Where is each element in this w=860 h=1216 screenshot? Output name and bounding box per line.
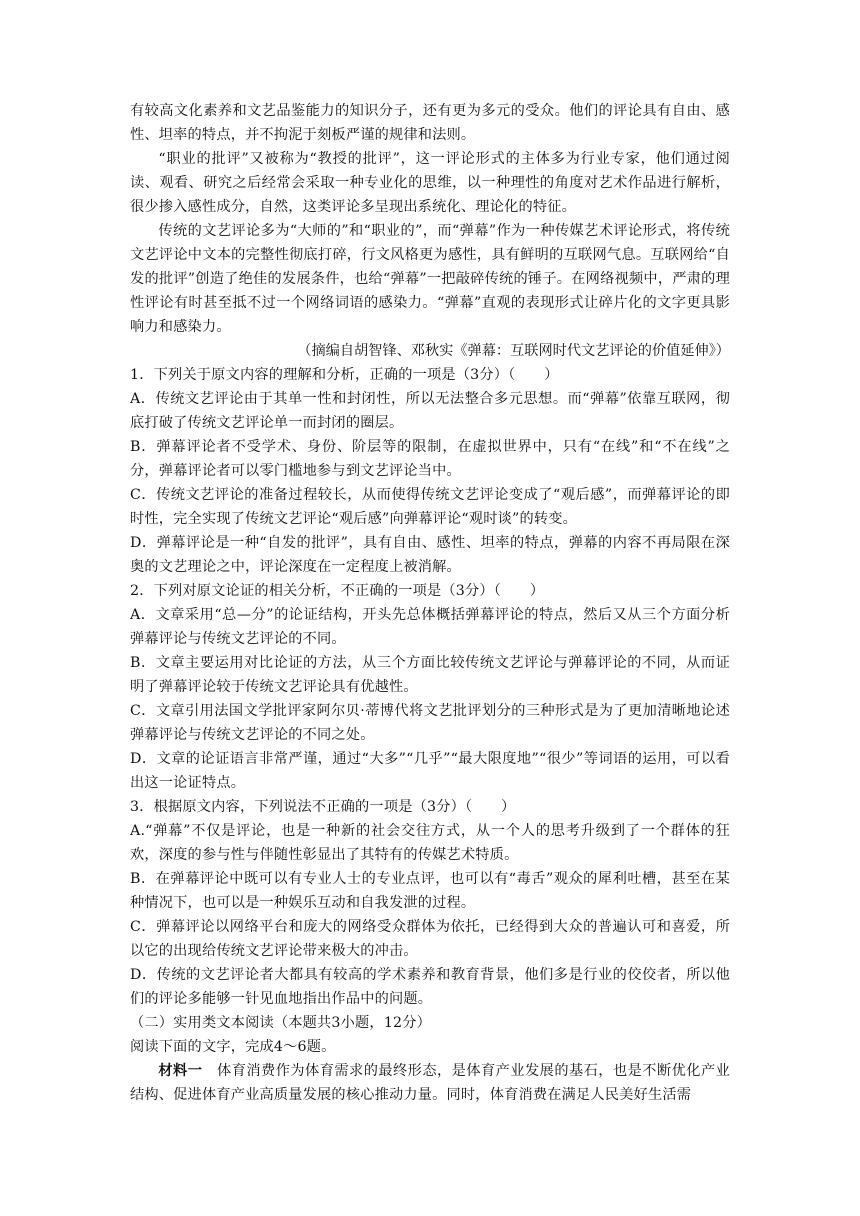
section-heading: （二）实用类文本阅读（本题共3小题，12分） xyxy=(130,1015,432,1031)
question-option: C．传统文艺评论的准备过程较长，从而使得传统文艺评论变成了“观后感”，而弹幕评论的即时性，完全实现了传统文艺评论“观后感”向弹幕评论“观时谈”的转变。 xyxy=(130,487,730,527)
question-stem: 3．根据原文内容，下列说法不正确的一项是（3分）（ ） xyxy=(130,799,516,815)
passage-paragraph: 有较高文化素养和文艺品鉴能力的知识分子，还有更为多元的受众。他们的评论具有自由、感性、坦率的特点，并不拘泥于刻板严谨的规律和法则。 xyxy=(130,103,730,143)
question-option: B．文章主要运用对比论证的方法，从三个方面比较传统文艺评论与弹幕评论的不同，从而证明了弹幕评论较于传统文艺评论具有优越性。 xyxy=(130,655,730,695)
passage-paragraph: 传统的文艺评论多为“大师的”和“职业的”，而“弹幕”作为一种传媒艺术评论形式，将传统文艺评论中文本的完整性彻底打碎，行文风格更为感性，具有鲜明的互联网气息。互联网给“自发的批评”创造了绝佳的发展条件，也给“弹幕”一把敲碎传统的锤子。在网络视频中，严肃的理性评论有时甚至抵不过一个网络词语的感染力。“弹幕”直观的表现形式让碎片化的文字更具影响力和感染力。 xyxy=(130,223,730,335)
question-option: D．弹幕评论是一种“自发的批评”，具有自由、感性、坦率的特点，弹幕的内容不再局限在深奥的文艺理论之中，评论深度在一定程度上被消解。 xyxy=(130,535,730,575)
question-stem: 2．下列对原文论证的相关分析，不正确的一项是（3分）（ ） xyxy=(130,583,545,599)
passage-paragraph: “职业的批评”又被称为“教授的批评”，这一评论形式的主体多为行业专家，他们通过阅读、观看、研究之后经常会采取一种专业化的思维，以一种理性的角度对艺术作品进行解析，很少掺入感性成分，自然，这类评论多呈现出系统化、理论化的特征。 xyxy=(130,151,730,215)
question-option: D．文章的论证语言非常严谨，通过“大多”“几乎”“最大限度地”“很少”等词语的运用，可以看出这一论证特点。 xyxy=(130,751,730,791)
question-option: D．传统的文艺评论者大都具有较高的学术素养和教育背景，他们多是行业的佼佼者，所以他们的评论多能够一针见血地指出作品中的问题。 xyxy=(130,967,730,1007)
question-option: B．在弹幕评论中既可以有专业人士的专业点评，也可以有“毒舌”观众的犀利吐槽，甚至在某种情况下，也可以是一种娱乐互动和自我发泄的过程。 xyxy=(130,871,730,911)
question-option: A．文章采用“总—分”的论证结构，开头先总体概括弹幕评论的特点，然后又从三个方面分析弹幕评论与传统文艺评论的不同。 xyxy=(130,607,730,647)
material-paragraph xyxy=(130,1059,730,1107)
question-stem: 1．下列关于原文内容的理解和分析，正确的一项是（3分）（ ） xyxy=(130,367,559,383)
source-citation: （摘编自胡智锋、邓秋实《弹幕：互联网时代文艺评论的价值延伸》） xyxy=(297,343,730,359)
question-option: A.“弹幕”不仅是评论，也是一种新的社会交往方式，从一个人的思考升级到了一个群体的狂欢，深度的参与性与伴随性彰显出了其特有的传媒艺术特质。 xyxy=(130,823,730,863)
material-text: 体育消费作为体育需求的最终形态，是体育产业发展的基石，也是不断优化产业结构、促进体育产业高质量发展的核心推动力量。同时，体育消费在满足人民美好生活需 xyxy=(130,1063,730,1103)
material-label: 材料一 xyxy=(158,1063,203,1079)
question-option: A．传统文艺评论由于其单一性和封闭性，所以无法整合多元思想。而“弹幕”依靠互联网，彻底打破了传统文艺评论单一而封闭的圈层。 xyxy=(130,391,730,431)
question-option: C．弹幕评论以网络平台和庞大的网络受众群体为依托，已经得到大众的普遍认可和喜爱，所以它的出现给传统文艺评论带来极大的冲击。 xyxy=(130,919,730,959)
question-option: B．弹幕评论者不受学术、身份、阶层等的限制，在虚拟世界中，只有“在线”和“不在线”之分，弹幕评论者可以零门槛地参与到文艺评论当中。 xyxy=(130,439,730,479)
section-instruction: 阅读下面的文字，完成4～6题。 xyxy=(130,1039,336,1055)
question-option: C．文章引用法国文学批评家阿尔贝·蒂博代将文艺批评划分的三种形式是为了更加清晰地论述弹幕评论与传统文艺评论的不同之处。 xyxy=(130,703,730,743)
